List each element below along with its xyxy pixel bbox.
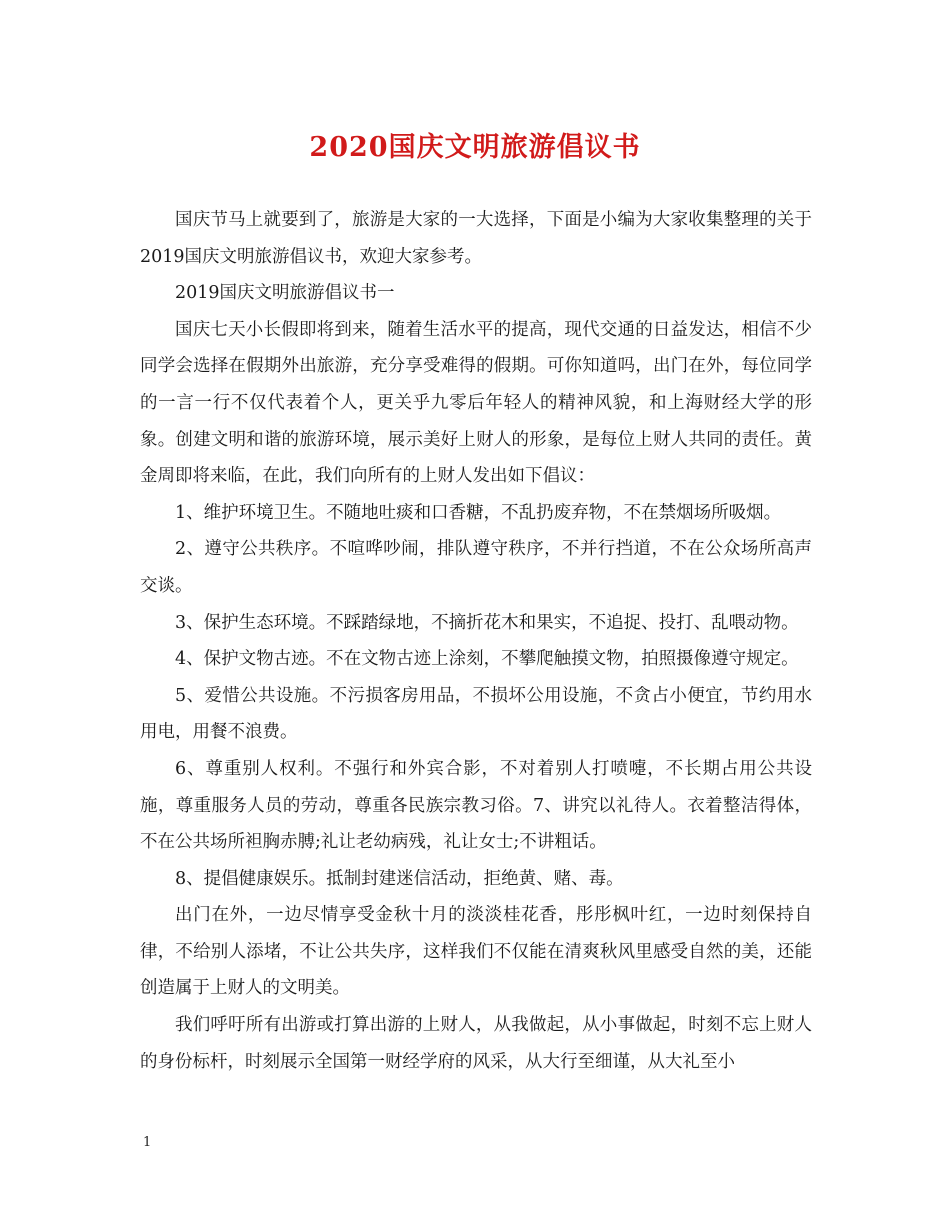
paragraph-item-8: 8、提倡健康娱乐。抵制封建迷信活动，拒绝黄、赌、毒。 xyxy=(175,868,624,889)
paragraph-item-1: 1、维护环境卫生。不随地吐痰和口香糖，不乱扔废弃物，不在禁烟场所吸烟。 xyxy=(175,502,782,523)
paragraph-item-3: 3、保护生态环境。不踩踏绿地，不摘折花木和果实，不追捉、投打、乱喂动物。 xyxy=(175,612,799,633)
document-title: 2020国庆文明旅游倡议书 xyxy=(309,132,641,163)
paragraph-closing-1: 出门在外，一边尽情享受金秋十月的淡淡桂花香，彤彤枫叶红，一边时刻保持自律，不给别人添堵，不让公共失序，这样我们不仅能在清爽秋风里感受自然的美，还能创造属于上财人的文明美。 xyxy=(140,905,812,999)
paragraph-opening: 国庆七天小长假即将到来，随着生活水平的提高，现代交通的日益发达，相信不少同学会选择在假期外出旅游，充分享受难得的假期。可你知道吗，出门在外，每位同学的一言一行不仅代表着个人，更关乎九零后年轻人的精神风貌，和上海财经大学的形象。创建文明和谐的旅游环境，展示美好上财人的形象，是每位上财人共同的责任。黄金周即将来临，在此，我们向所有的上财人发出如下倡议： xyxy=(140,319,812,487)
paragraph-closing-2: 我们呼吁所有出游或打算出游的上财人，从我做起，从小事做起，时刻不忘上财人的身份标杆，时刻展示全国第一财经学府的风采，从大行至细谨，从大礼至小 xyxy=(140,1015,812,1072)
paragraph-intro: 国庆节马上就要到了，旅游是大家的一大选择，下面是小编为大家收集整理的关于2019国庆文明旅游倡议书，欢迎大家参考。 xyxy=(140,210,812,267)
paragraph-item-4: 4、保护文物古迹。不在文物古迹上涂刻，不攀爬触摸文物，拍照摄像遵守规定。 xyxy=(175,649,799,670)
page-number: 1 xyxy=(143,1135,152,1150)
paragraph-item-6-7: 6、尊重别人权利。不强行和外宾合影，不对着别人打喷嚏，不长期占用公共设施，尊重服务人员的劳动，尊重各民族宗教习俗。7、讲究以礼待人。衣着整洁得体，不在公共场所袒胸赤膊;礼让老幼病残，礼让女士;不讲粗话。 xyxy=(140,758,812,853)
paragraph-item-2: 2、遵守公共秩序。不喧哗吵闹，排队遵守秩序，不并行挡道，不在公众场所高声交谈。 xyxy=(140,539,812,596)
paragraph-item-5: 5、爱惜公共设施。不污损客房用品，不损坏公用设施，不贪占小便宜，节约用水用电，用餐不浪费。 xyxy=(140,685,812,743)
paragraph-section-heading: 2019国庆文明旅游倡议书一 xyxy=(175,283,395,304)
document-body xyxy=(140,202,812,1080)
